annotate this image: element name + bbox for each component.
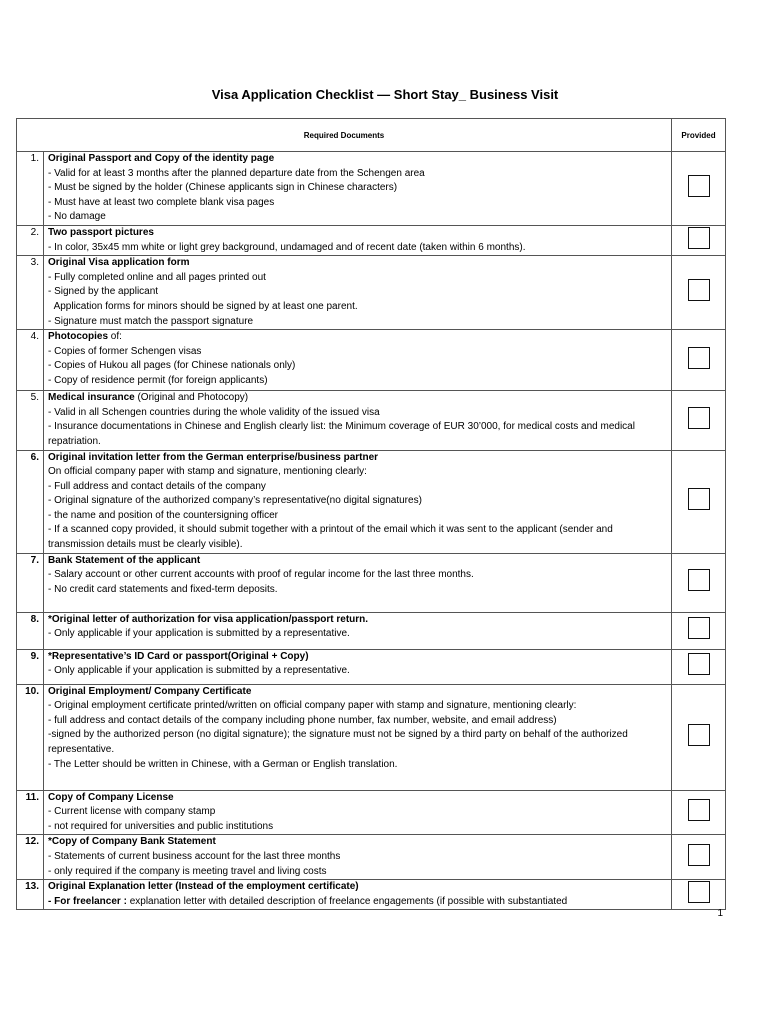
provided-checkbox[interactable] (688, 653, 710, 675)
item-number: 8. (30, 613, 39, 625)
item-detail-line: - full address and contact details of the company including phone number, fax number, website, and email address) (48, 714, 557, 726)
provided-checkbox[interactable] (688, 881, 710, 903)
item-number: 10. (25, 685, 39, 697)
item-number: 9. (30, 650, 39, 662)
item-label: Original Employment/ Company Certificate (48, 685, 252, 697)
item-label: Copy of Company License (48, 791, 174, 803)
provided-cell (672, 391, 726, 450)
provided-cell (672, 450, 726, 553)
checklist-row (17, 612, 726, 649)
item-heading (48, 791, 668, 806)
item-label: Original Visa application form (48, 257, 190, 269)
item-detail-line: - If a scanned copy provided, it should submit together with a printout of the email which it was sent to the applicant (sender and transmission details must be clearly visible). (48, 524, 616, 551)
item-label: Medical insurance (48, 392, 135, 404)
item-label: Original invitation letter from the German enterprise/business partner (48, 451, 379, 463)
item-detail-line: - Insurance documentations in Chinese and English clearly list: the Minimum coverage of EUR 30’000, for medical costs and medical repatriation. (48, 421, 638, 447)
checklist-row (17, 790, 726, 835)
item-label: Photocopies (48, 331, 109, 343)
item-detail-line: - Signature must match the passport signature (48, 315, 254, 327)
item-detail-line: - the name and position of the countersigning officer (48, 509, 278, 521)
item-detail-line: - Valid in all Schengen countries during the whole validity of the issued visa (48, 406, 380, 418)
item-detail-line: Application forms for minors should be signed by at least one parent. (48, 300, 358, 312)
item-detail-line: - Original signature of the authorized company’s representative(no digital signatures) (48, 495, 422, 507)
provided-checkbox[interactable] (688, 569, 710, 591)
item-heading (48, 835, 668, 850)
checklist-row (17, 835, 726, 880)
item-detail-line: - Current license with company stamp (48, 806, 216, 818)
provided-checkbox[interactable] (688, 279, 710, 301)
checklist-row (17, 152, 726, 226)
item-heading (48, 650, 668, 665)
provided-cell (672, 553, 726, 612)
item-detail-line: - No damage (48, 211, 106, 223)
item-description-cell (44, 256, 672, 330)
provided-checkbox[interactable] (688, 227, 710, 249)
checklist-row (17, 553, 726, 612)
table-header-row (17, 119, 726, 152)
item-number-cell (17, 553, 44, 612)
item-heading (48, 256, 668, 271)
checklist-row (17, 225, 726, 255)
item-detail-line: - The Letter should be written in Chinese, with a German or English translation. (48, 758, 398, 770)
item-heading (48, 226, 668, 241)
provided-cell (672, 880, 726, 910)
item-number: 5. (30, 392, 39, 404)
item-detail-line: - Must have at least two complete blank visa pages (48, 196, 275, 208)
item-detail-line: - Copies of former Schengen visas (48, 345, 202, 357)
item-description-cell (44, 450, 672, 553)
item-detail-line: - Must be signed by the holder (Chinese applicants sign in Chinese characters) (48, 182, 398, 194)
item-number: 13. (25, 881, 39, 893)
item-number-cell (17, 649, 44, 684)
item-label-suffix: (Original and Photocopy) (134, 392, 249, 404)
item-detail-line: - Full address and contact details of the company (48, 480, 266, 492)
item-description-cell (44, 835, 672, 880)
item-detail-line: - Fully completed online and all pages printed out (48, 271, 266, 283)
item-description-cell (44, 152, 672, 226)
checklist-row (17, 880, 726, 910)
item-number: 12. (25, 836, 39, 848)
checklist-row (17, 649, 726, 684)
item-label: *Original letter of authorization for visa application/passport return. (48, 613, 369, 625)
item-detail-line: - In color, 35x45 mm white or light grey background, undamaged and of recent date (taken within 6 months). (48, 241, 526, 253)
item-number: 3. (30, 257, 39, 269)
item-detail-line: - Copies of Hukou all pages (for Chinese nationals only) (48, 360, 296, 372)
checklist-table (16, 118, 726, 910)
provided-checkbox[interactable] (688, 799, 710, 821)
item-description-cell (44, 612, 672, 649)
item-number-cell (17, 880, 44, 910)
item-detail-line: - Original employment certificate printed/written on official company paper with stamp and signature, mentioning clearly: (48, 700, 577, 712)
item-detail-line: - Copy of residence permit (for foreign applicants) (48, 374, 268, 386)
item-description-cell (44, 790, 672, 835)
provided-cell (672, 790, 726, 835)
provided-header: Provided (672, 119, 726, 152)
provided-cell (672, 835, 726, 880)
provided-checkbox[interactable] (688, 844, 710, 866)
item-number-cell (17, 612, 44, 649)
provided-cell (672, 152, 726, 226)
item-number-cell (17, 256, 44, 330)
item-detail-line: - Salary account or other current accounts with proof of regular income for the last three months. (48, 569, 474, 581)
provided-cell (672, 330, 726, 391)
item-number-cell (17, 835, 44, 880)
provided-checkbox[interactable] (688, 617, 710, 639)
item-description-cell (44, 330, 672, 391)
item-number: 2. (30, 226, 39, 238)
item-heading (48, 152, 668, 167)
item-label: *Copy of Company Bank Statement (48, 836, 216, 848)
item-detail-line: - not required for universities and public institutions (48, 820, 274, 832)
item-description-cell (44, 880, 672, 910)
checklist-row (17, 450, 726, 553)
provided-checkbox[interactable] (688, 175, 710, 197)
item-heading (48, 554, 668, 569)
provided-checkbox[interactable] (688, 724, 710, 746)
item-heading (48, 613, 668, 628)
item-detail-line: - Only applicable if your application is submitted by a representative. (48, 628, 350, 640)
checklist-row (17, 330, 726, 391)
item-number-cell (17, 391, 44, 450)
item-number: 4. (30, 331, 39, 343)
item-number-cell (17, 330, 44, 391)
item-label: Bank Statement of the applicant (48, 554, 201, 566)
freelancer-text: explanation letter with detailed description of freelance engagements (if possible with substantiated (126, 895, 568, 907)
item-description-cell (44, 391, 672, 450)
item-description-cell (44, 553, 672, 612)
item-number-cell (17, 225, 44, 255)
item-description-cell (44, 225, 672, 255)
page-number: 1 (717, 908, 723, 919)
checklist-row (17, 391, 726, 450)
item-detail-line: - Only applicable if your application is submitted by a representative. (48, 665, 350, 677)
item-label: Original Passport and Copy of the identity page (48, 153, 275, 164)
item-detail-line (48, 895, 668, 910)
item-detail-line: -signed by the authorized person (no digital signature); the signature must not be signed by a third party on behalf of the authorized representative. (48, 729, 631, 756)
item-heading (48, 880, 668, 895)
checklist-row (17, 256, 726, 330)
item-detail-line: On official company paper with stamp and signature, mentioning clearly: (48, 466, 367, 478)
item-detail-line: - Valid for at least 3 months after the planned departure date from the Schengen area (48, 167, 425, 179)
item-number-cell (17, 152, 44, 226)
provided-checkbox[interactable] (688, 347, 710, 369)
page-title: Visa Application Checklist — Short Stay_ Business Visit (211, 87, 559, 102)
provided-cell (672, 225, 726, 255)
item-number: 1. (30, 153, 39, 164)
item-detail-line: - Statements of current business account for the last three months (48, 851, 341, 863)
freelancer-label: - For freelancer : (48, 895, 127, 907)
item-label-suffix: of: (108, 331, 122, 343)
item-label: Two passport pictures (48, 226, 154, 238)
item-label: *Representative’s ID Card or passport(Original + Copy) (48, 650, 309, 662)
item-heading (48, 330, 668, 345)
item-heading (48, 391, 668, 406)
item-description-cell (44, 649, 672, 684)
item-label: Original Explanation letter (Instead of the employment certificate) (48, 881, 359, 893)
item-detail-line: - No credit card statements and fixed-term deposits. (48, 583, 278, 595)
required-documents-header: Required Documents (17, 119, 672, 152)
item-detail-line: - only required if the company is meeting travel and living costs (48, 865, 327, 877)
item-number: 7. (30, 554, 39, 566)
item-description-cell (44, 684, 672, 790)
checklist-row (17, 684, 726, 790)
provided-checkbox[interactable] (688, 488, 710, 510)
provided-cell (672, 684, 726, 790)
item-number: 6. (30, 451, 39, 463)
item-heading (48, 685, 668, 700)
item-number: 11. (25, 791, 39, 803)
item-number-cell (17, 790, 44, 835)
item-heading (48, 451, 668, 466)
item-number-cell (17, 684, 44, 790)
provided-cell (672, 649, 726, 684)
item-number-cell (17, 450, 44, 553)
item-detail-line: - Signed by the applicant (48, 286, 159, 298)
provided-cell (672, 612, 726, 649)
provided-checkbox[interactable] (688, 407, 710, 429)
provided-cell (672, 256, 726, 330)
